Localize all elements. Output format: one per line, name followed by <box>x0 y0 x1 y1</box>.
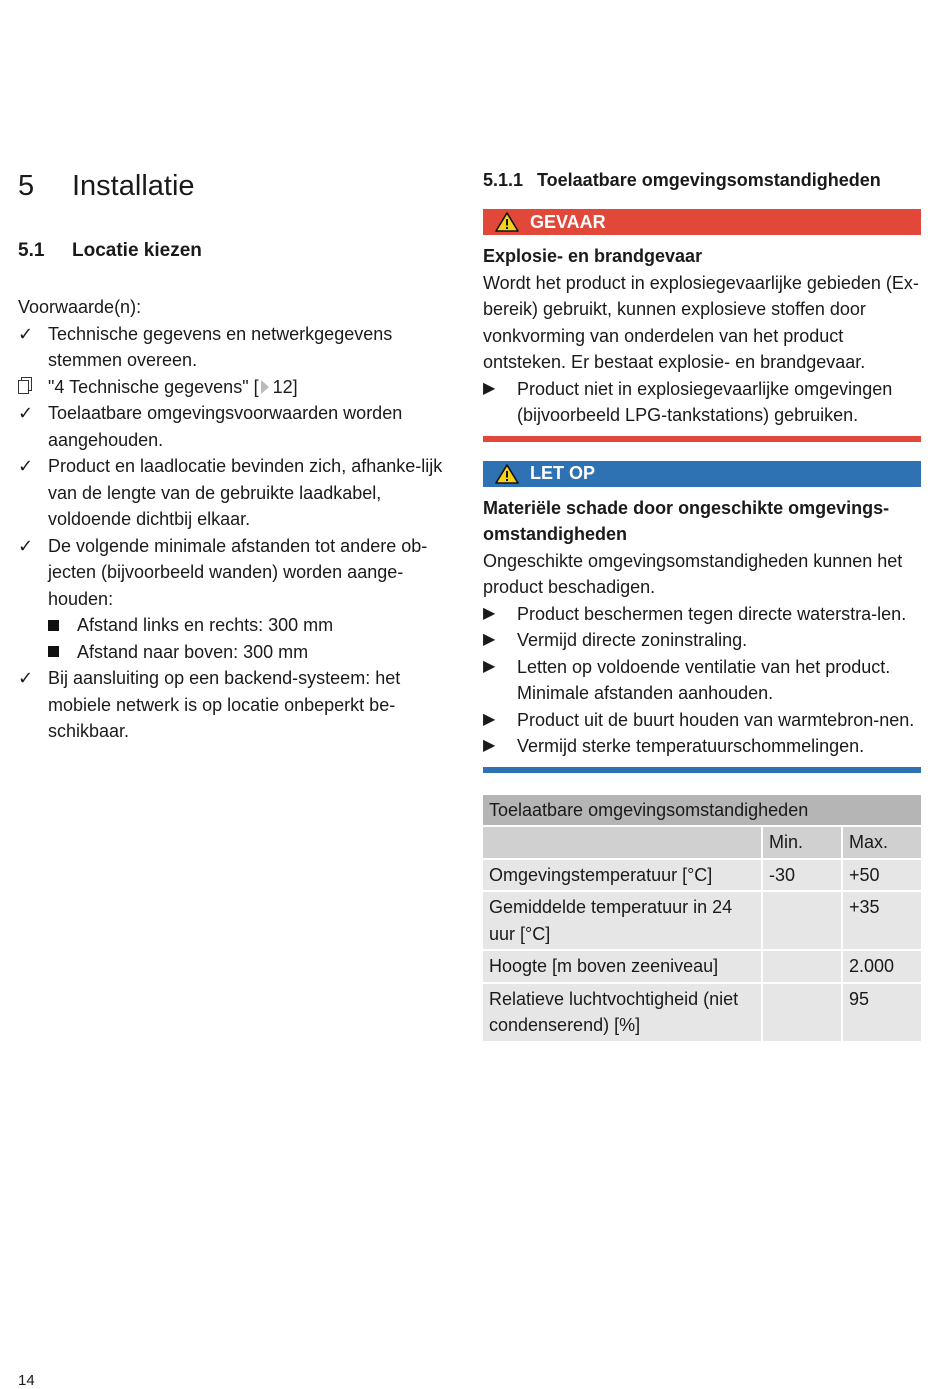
table-row <box>483 984 921 1041</box>
square-bullet-icon <box>48 620 59 631</box>
danger-text: Wordt het product in explosiegevaarlijke gebieden (Ex-bereik) gebruikt, kunnen explosieve stoffen door vonkvorming van onderdelen van het product ontsteken. Er bestaat explosie- en brandgevaar. <box>483 272 919 372</box>
column-header-max: Max. <box>843 827 921 858</box>
section-number: 5.1 <box>18 240 45 261</box>
action-arrow-icon: ▶ <box>483 631 496 648</box>
notice-action-text: Letten op voldoende ventilatie van het product. Minimale afstanden aanhouden. <box>517 656 891 703</box>
action-arrow-icon: ▶ <box>483 604 496 622</box>
right-column <box>483 170 921 1043</box>
notice-banner <box>483 461 921 487</box>
action-arrow-icon: ▶ <box>483 737 496 754</box>
danger-label: GEVAAR <box>530 211 606 232</box>
notice-action-text: Product beschermen tegen directe waterstra-len. <box>517 603 907 624</box>
warning-triangle-icon <box>495 464 519 484</box>
row-max: 95 <box>843 984 921 1041</box>
subsection-title: Toelaatbare omgevingsomstandigheden <box>537 170 881 190</box>
table-title: Toelaatbare omgevingsomstandigheden <box>483 795 921 826</box>
distance-text: Afstand naar boven: 300 mm <box>77 641 309 662</box>
action-arrow-icon: ▶ <box>483 710 496 728</box>
prerequisite-text: Toelaatbare omgevingsvoorwaarden worden aangehouden. <box>48 403 403 450</box>
row-max: +35 <box>843 892 921 949</box>
row-max: +50 <box>843 860 921 891</box>
prerequisite-reference <box>18 374 458 401</box>
square-bullet-icon <box>48 646 59 657</box>
warning-triangle-icon <box>495 212 519 232</box>
prerequisite-text: Bij aansluiting op een backend-systeem: het mobiele netwerk is op locatie onbeperkt be-schikbaar. <box>48 668 401 741</box>
check-icon: ✓ <box>18 323 34 344</box>
row-label: Omgevingstemperatuur [°C] <box>483 860 761 891</box>
notice-action <box>483 601 921 628</box>
danger-action <box>483 376 921 429</box>
prerequisite-text: Product en laadlocatie bevinden zich, afhanke-lijk van de lengte van de gebruikte laadkabel, voldoende dichtbij elkaar. <box>48 456 443 529</box>
page-number: 14 <box>18 1372 35 1389</box>
page-arrow-icon <box>261 380 269 394</box>
environment-table <box>481 793 923 1043</box>
prerequisite-text: De volgende minimale afstanden tot andere ob-jecten (bijvoorbeeld wanden) worden aange-houden: <box>48 535 428 609</box>
danger-banner <box>483 209 921 235</box>
reference-text: "4 Technische gegevens" [ <box>48 376 259 397</box>
danger-bottom-rule <box>483 436 921 442</box>
table-header-row <box>483 827 921 858</box>
left-column <box>18 170 458 745</box>
row-max: 2.000 <box>843 951 921 982</box>
document-reference-icon <box>18 377 31 393</box>
subsection-heading <box>483 170 921 200</box>
notice-heading: Materiële schade door ongeschikte omgevings-omstandigheden <box>483 497 890 544</box>
notice-action <box>483 627 921 654</box>
column-header-min: Min. <box>763 827 841 858</box>
check-icon: ✓ <box>18 456 34 476</box>
table-title-row <box>483 795 921 826</box>
prerequisite-item <box>18 321 458 374</box>
prerequisite-item <box>18 533 458 613</box>
prerequisite-item <box>18 665 458 745</box>
chapter-title: Installatie <box>72 170 195 202</box>
distance-item <box>18 612 458 639</box>
row-min <box>763 892 841 949</box>
notice-label: LET OP <box>530 463 596 483</box>
notice-text: Ongeschikte omgevingsomstandigheden kunnen het product beschadigen. <box>483 550 903 597</box>
check-icon: ✓ <box>18 668 34 688</box>
notice-action <box>483 654 921 707</box>
subsection-number: 5.1.1 <box>483 170 524 190</box>
table-row <box>483 951 921 982</box>
danger-box <box>483 209 921 442</box>
section-title: Locatie kiezen <box>72 240 202 261</box>
row-label: Relatieve luchtvochtigheid (niet condenserend) [%] <box>483 984 761 1041</box>
table-row <box>483 860 921 891</box>
distance-item <box>18 639 458 666</box>
prerequisites-label: Voorwaarde(n): <box>18 297 142 317</box>
row-min <box>763 984 841 1041</box>
column-header <box>483 827 761 858</box>
danger-action-text: Product niet in explosiegevaarlijke omgevingen (bijvoorbeeld LPG-tankstations) gebruiken. <box>517 378 893 425</box>
notice-box <box>483 461 921 773</box>
prerequisite-item <box>18 400 458 453</box>
reference-link[interactable] <box>48 377 298 397</box>
action-arrow-icon: ▶ <box>483 379 496 397</box>
row-label: Hoogte [m boven zeeniveau] <box>483 951 761 982</box>
prerequisite-text: Technische gegevens en netwerkgegevens stemmen overeen. <box>48 323 393 370</box>
notice-action-text: Vermijd directe zoninstraling. <box>517 630 748 650</box>
notice-bottom-rule <box>483 767 921 773</box>
reference-page: 12] <box>272 376 298 397</box>
notice-action-text: Vermijd sterke temperatuurschommelingen. <box>517 736 865 756</box>
check-icon: ✓ <box>18 403 34 423</box>
action-arrow-icon: ▶ <box>483 657 496 675</box>
distance-text: Afstand links en rechts: 300 mm <box>77 615 334 635</box>
notice-action-text: Product uit de buurt houden van warmtebron-nen. <box>517 709 915 730</box>
check-icon: ✓ <box>18 535 34 556</box>
notice-action <box>483 733 921 760</box>
danger-heading: Explosie- en brandgevaar <box>483 246 703 266</box>
row-min: -30 <box>763 860 841 891</box>
section-heading <box>18 240 458 262</box>
notice-action <box>483 707 921 734</box>
chapter-heading <box>18 170 458 214</box>
row-label: Gemiddelde temperatuur in 24 uur [°C] <box>483 892 761 949</box>
table-row <box>483 892 921 949</box>
prerequisite-item <box>18 453 458 533</box>
chapter-number: 5 <box>18 170 35 202</box>
row-min <box>763 951 841 982</box>
